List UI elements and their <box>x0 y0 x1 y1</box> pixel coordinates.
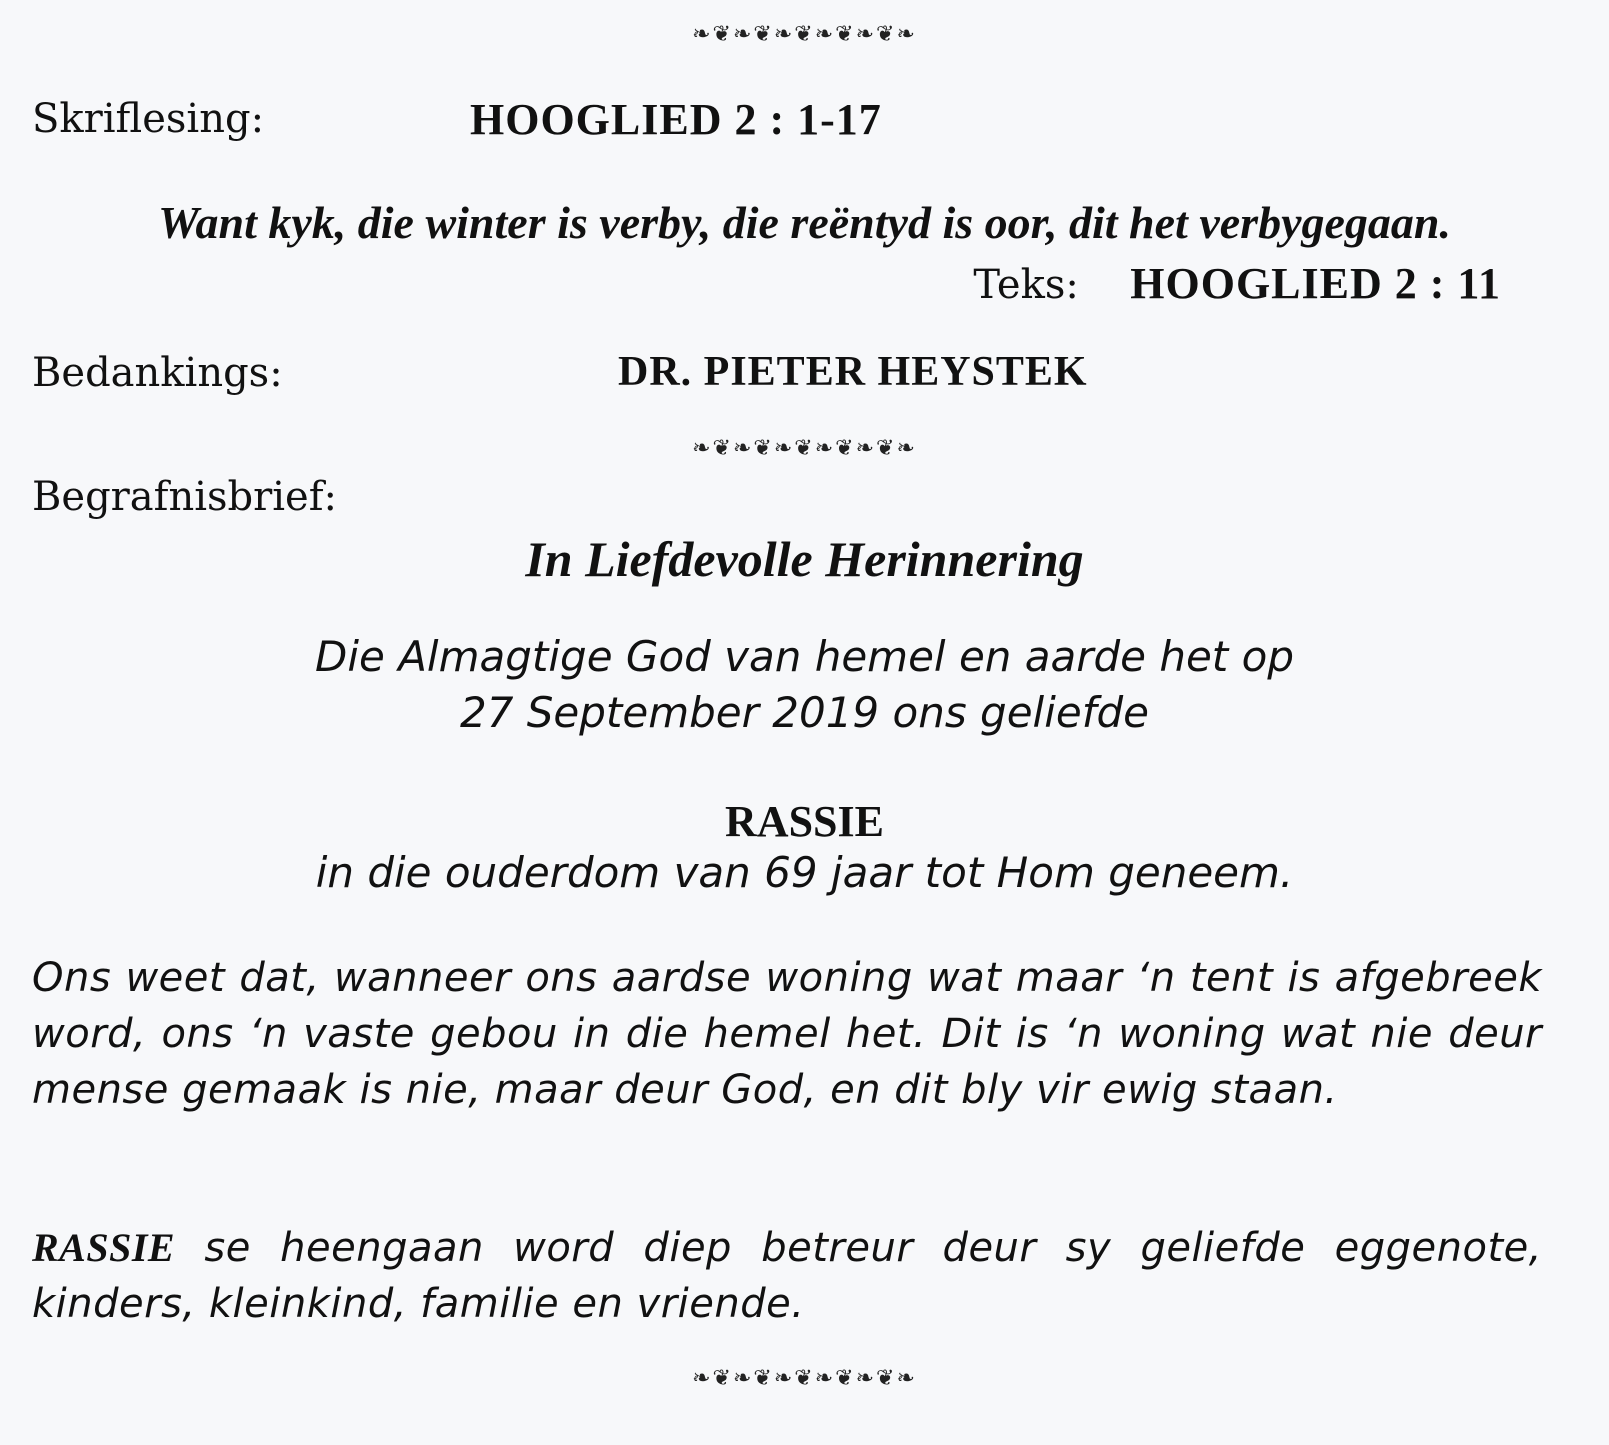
teks-row <box>973 258 1501 309</box>
begrafnisbrief-label: Begrafnisbrief: <box>32 474 337 520</box>
scripture-verse-paragraph: Ons weet dat, wanneer ons aardse woning wat maar ‘n tent is afgebreek word, ons ‘n vaste gebou in die hemel het. Dit is ‘n woning wat nie deur mense gemaak is nie, maar deur God, en dit bly vir ewig staan. <box>32 955 1542 1113</box>
scripture-quote: Want kyk, die winter is verby, die reëntyd is oor, dit het verbygegaan. <box>158 197 1451 248</box>
skriflesing-label: Skriflesing: <box>32 96 265 142</box>
announcement-line-3: in die ouderdom van 69 jaar tot Hom geneem. <box>315 848 1294 897</box>
memorial-heading: In Liefdevolle Herinnering <box>525 531 1084 587</box>
teks-value: HOOGLIED 2 : 11 <box>1130 259 1501 308</box>
ornament-divider-top: ❧❦❧❦❧❦❧❦❧❦❧ <box>692 22 917 47</box>
ornament-divider-middle: ❧❦❧❦❧❦❧❦❧❦❧ <box>692 436 917 461</box>
bedankings-label: Bedankings: <box>32 350 283 396</box>
mourning-text: se heengaan word diep betreur deur sy geliefde eggenote, kinders, kleinkind, familie en vriende. <box>32 1225 1542 1327</box>
mourning-paragraph <box>32 1220 1542 1332</box>
bedankings-value: DR. PIETER HEYSTEK <box>618 349 1088 395</box>
mourning-name: RASSIE <box>32 1225 176 1270</box>
deceased-name: RASSIE <box>725 797 884 846</box>
announcement-line-2: 27 September 2019 ons geliefde <box>459 688 1150 737</box>
teks-label: Teks: <box>973 262 1079 308</box>
announcement-line-1: Die Almagtige God van hemel en aarde het op <box>315 632 1294 681</box>
skriflesing-value: HOOGLIED 2 : 1-17 <box>470 95 882 144</box>
ornament-divider-bottom: ❧❦❧❦❧❦❧❦❧❦❧ <box>692 1366 917 1391</box>
